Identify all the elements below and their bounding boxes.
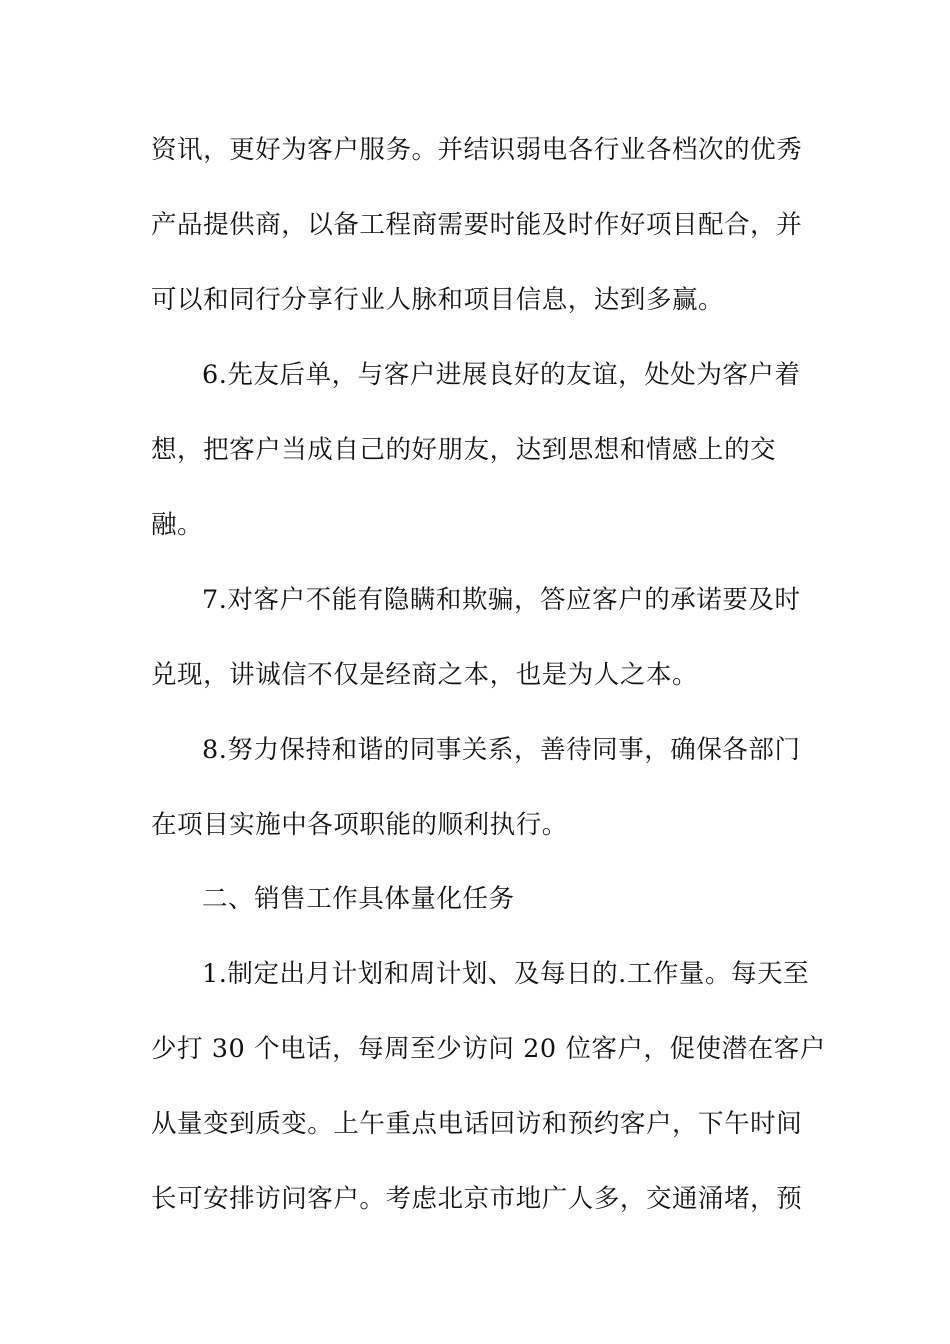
- text-line: 兑现，讲诚信不仅是经商之本，也是为人之本。: [151, 660, 699, 690]
- paragraph-6-start: 6.先友后单，与客户进展良好的友谊，处处为客户着: [202, 360, 801, 390]
- text-line: 融。: [151, 510, 204, 540]
- text-line: 产品提供商，以备工程商需要时能及时作好项目配合，并: [151, 210, 803, 240]
- paragraph-1-start: 1.制定出月计划和周计划、及每日的.工作量。每天至: [202, 959, 810, 989]
- text-line: 资讯，更好为客户服务。并结识弱电各行业各档次的优秀: [151, 135, 803, 165]
- text-line: 从量变到质变。上午重点电话回访和预约客户，下午时间: [151, 1109, 803, 1139]
- text-line: 长可安排访问客户。考虑北京市地广人多，交通涌堵，预: [151, 1184, 803, 1214]
- text-line: 可以和同行分享行业人脉和项目信息，达到多赢。: [151, 285, 725, 315]
- paragraph-8-start: 8.努力保持和谐的同事关系，善待同事，确保各部门: [202, 735, 801, 765]
- text-line: 少打 30 个电话，每周至少访问 20 位客户，促使潜在客户: [151, 1034, 826, 1064]
- text-line: 想，把客户当成自己的好朋友，达到思想和情感上的交: [151, 435, 777, 465]
- paragraph-7-start: 7.对客户不能有隐瞒和欺骗，答应客户的承诺要及时: [202, 585, 801, 615]
- section-heading: 二、销售工作具体量化任务: [202, 884, 515, 914]
- text-line: 在项目实施中各项职能的顺利执行。: [151, 810, 568, 840]
